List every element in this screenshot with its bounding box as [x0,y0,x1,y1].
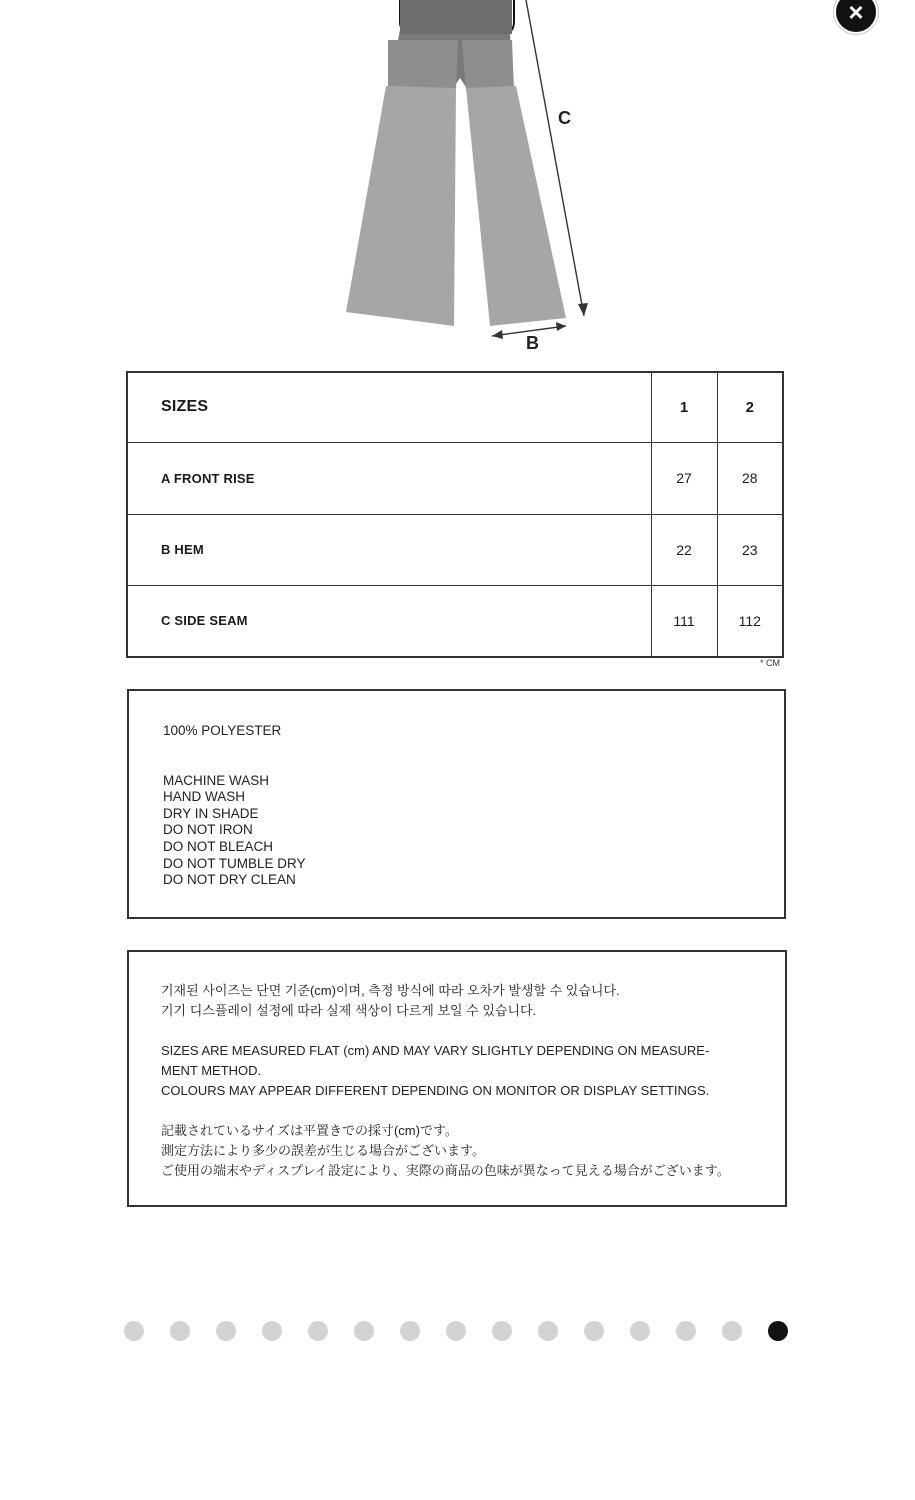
care-instruction: MACHINE WASH [163,772,270,788]
carousel-dot[interactable] [538,1321,558,1341]
pants-waistband [400,0,512,34]
table-row [127,514,783,585]
care-instruction: DO NOT DRY CLEAN [163,872,296,888]
carousel-dot[interactable] [400,1321,420,1341]
table-row [127,585,783,657]
size-2-header: 2 [717,372,783,442]
dim-b-arrow-right [556,322,566,331]
note-japanese: 記載されているサイズは平置きでの採寸(cm)です。 測定方法により多少の誤差が生じる場合がございます。 ご使用の端末やディスプレイ設定により、実際の商品の色味が異なって見える場合がございます。 [161,1123,730,1178]
table-header-label: SIZES [127,372,651,442]
carousel-dot[interactable] [630,1321,650,1341]
carousel-dot[interactable] [446,1321,466,1341]
dim-b-arrow-left [492,330,503,339]
care-instruction: DO NOT BLEACH [163,838,274,854]
pants-rib-left [388,40,458,90]
carousel-dot[interactable] [354,1321,374,1341]
row-label-hem: B HEM [127,514,651,585]
care-info-box [127,689,786,919]
carousel-dot-active[interactable] [768,1321,788,1341]
table-header-row [127,372,783,442]
size-1-header: 1 [651,372,717,442]
close-icon: × [848,0,864,27]
measurement-notes-box [127,950,787,1207]
fabric-composition: 100% POLYESTER [163,723,282,738]
dim-b-label: B [526,333,539,353]
table-cell: 23 [717,514,783,585]
carousel-dot[interactable] [584,1321,604,1341]
table-cell: 22 [651,514,717,585]
carousel-dot[interactable] [124,1321,144,1341]
table-cell: 28 [717,442,783,514]
close-button[interactable] [834,0,878,34]
table-cell: 112 [717,585,783,657]
table-cell: 111 [651,585,717,657]
carousel-dot[interactable] [722,1321,742,1341]
carousel-dot[interactable] [262,1321,282,1341]
dim-c-label: C [558,108,571,128]
care-instruction: DO NOT IRON [163,822,253,838]
carousel-dot[interactable] [170,1321,190,1341]
unit-note: * CM [760,658,780,668]
pants-leg-left [346,86,456,326]
note-english: SIZES ARE MEASURED FLAT (cm) AND MAY VARY SLIGHTLY DEPENDING ON MEASURE- MENT METHOD. COLOURS MAY APPEAR DIFFERENT DEPENDING ON MONITOR OR DISPLAY SETTINGS. [161,1043,710,1098]
pants-rib-right [462,40,514,90]
carousel-dot[interactable] [492,1321,512,1341]
row-label-front-rise: A FRONT RISE [127,442,651,514]
care-instruction: DO NOT TUMBLE DRY [163,855,306,871]
table-row [127,442,783,514]
product-image [300,0,620,360]
table-cell: 27 [651,442,717,514]
carousel-indicator [124,1321,804,1343]
row-label-side-seam: C SIDE SEAM [127,585,651,657]
size-table [126,371,784,658]
carousel-dot[interactable] [216,1321,236,1341]
carousel-dot[interactable] [676,1321,696,1341]
carousel-dot[interactable] [308,1321,328,1341]
care-instruction: HAND WASH [163,789,246,805]
care-instruction: DRY IN SHADE [163,805,259,821]
note-korean: 기재된 사이즈는 단면 기준(cm)이며, 측정 방식에 따라 오차가 발생할 수 있습니다. 기기 디스플레이 설정에 따라 실제 색상이 다르게 보일 수 있습니다. [161,983,620,1018]
pants-leg-right [466,86,566,326]
